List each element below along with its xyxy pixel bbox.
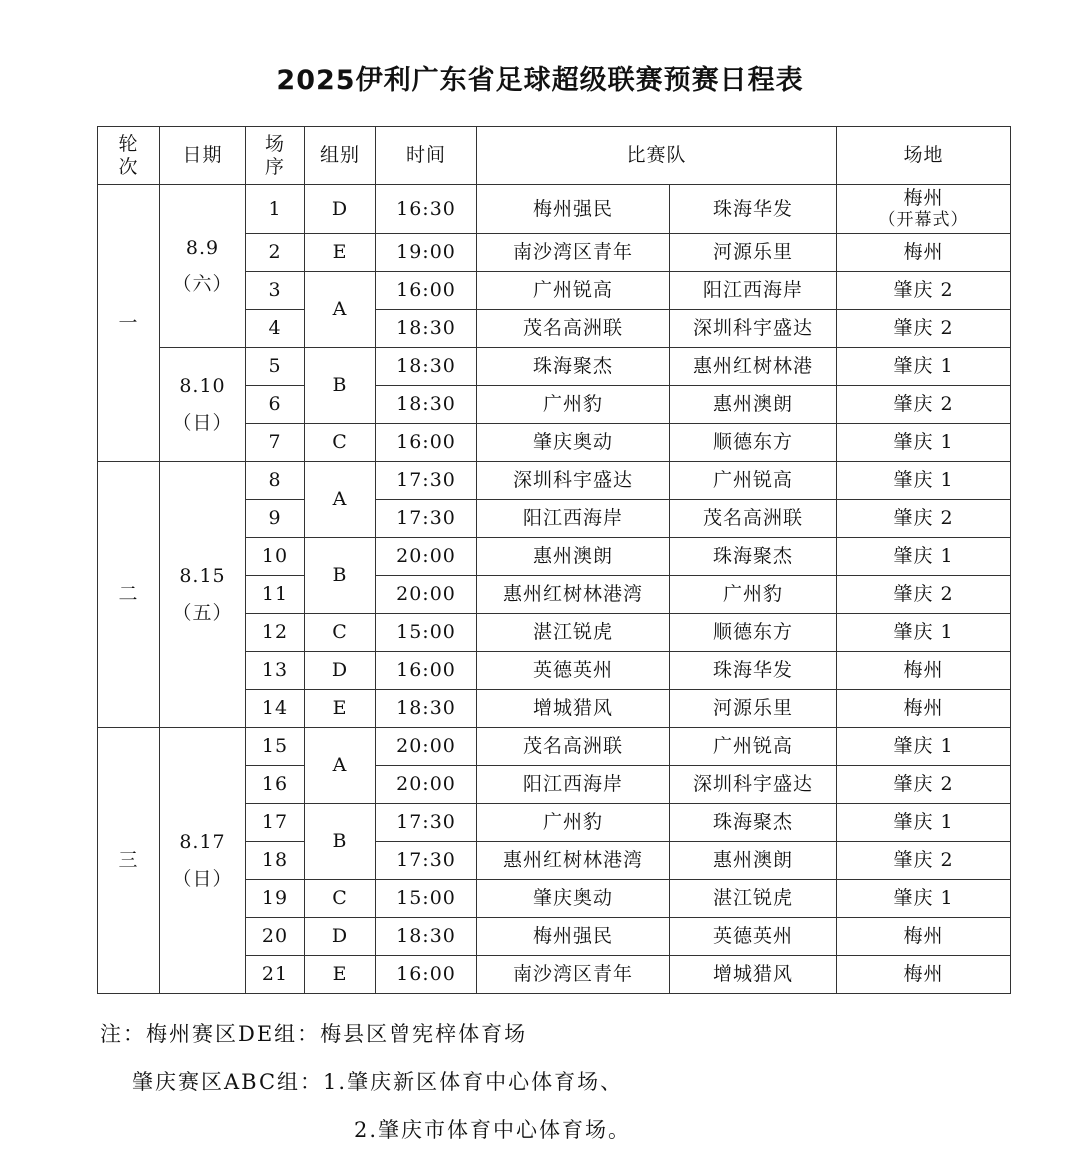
match-number: 18 [246, 842, 305, 880]
group-cell: E [305, 234, 376, 272]
match-number: 4 [246, 310, 305, 348]
time-cell: 16:00 [376, 652, 477, 690]
match-number: 16 [246, 766, 305, 804]
home-team: 南沙湾区青年 [477, 234, 670, 272]
venue-cell: 肇庆 2 [837, 500, 1011, 538]
note-line: 肇庆赛区ABC组：1.肇庆新区体育中心体育场、 [132, 1070, 624, 1094]
group-cell: B [305, 348, 376, 424]
table-row [98, 185, 1011, 234]
venue-cell: 肇庆 1 [837, 880, 1011, 918]
venue-cell: 肇庆 1 [837, 614, 1011, 652]
venue-cell: 肇庆 2 [837, 272, 1011, 310]
venue-cell: 肇庆 1 [837, 462, 1011, 500]
time-cell: 18:30 [376, 348, 477, 386]
opening-ceremony-note: （开幕式） [878, 210, 969, 231]
venue-cell: 梅州 [837, 918, 1011, 956]
match-number: 5 [246, 348, 305, 386]
round-cell: 一 [98, 185, 160, 462]
home-team: 阳江西海岸 [477, 766, 670, 804]
match-number: 1 [246, 185, 305, 234]
time-cell: 15:00 [376, 614, 477, 652]
home-team: 惠州红树林港湾 [477, 576, 670, 614]
time-cell: 20:00 [376, 576, 477, 614]
home-team: 深圳科宇盛达 [477, 462, 670, 500]
time-cell: 18:30 [376, 310, 477, 348]
match-number: 9 [246, 500, 305, 538]
venue-cell: 肇庆 1 [837, 538, 1011, 576]
away-team: 珠海华发 [670, 185, 837, 234]
header-round: 轮 次 [98, 127, 160, 185]
match-number: 7 [246, 424, 305, 462]
group-cell: B [305, 538, 376, 614]
away-team: 河源乐里 [670, 690, 837, 728]
group-cell: C [305, 614, 376, 652]
time-cell: 16:00 [376, 424, 477, 462]
group-cell: D [305, 652, 376, 690]
group-cell: C [305, 880, 376, 918]
venue-cell: 梅州 （开幕式） [837, 185, 1011, 234]
venue-cell: 肇庆 1 [837, 348, 1011, 386]
match-number: 21 [246, 956, 305, 994]
home-team: 湛江锐虎 [477, 614, 670, 652]
match-number: 6 [246, 386, 305, 424]
home-team: 惠州澳朗 [477, 538, 670, 576]
header-match-number: 场 序 [246, 127, 305, 185]
venue-cell: 梅州 [837, 234, 1011, 272]
home-team: 英德英州 [477, 652, 670, 690]
time-cell: 18:30 [376, 918, 477, 956]
away-team: 增城猎风 [670, 956, 837, 994]
header-group: 组别 [305, 127, 376, 185]
group-cell: B [305, 804, 376, 880]
group-cell: E [305, 956, 376, 994]
match-number: 13 [246, 652, 305, 690]
home-team: 增城猎风 [477, 690, 670, 728]
time-cell: 16:00 [376, 956, 477, 994]
home-team: 南沙湾区青年 [477, 956, 670, 994]
group-cell: A [305, 728, 376, 804]
match-number: 14 [246, 690, 305, 728]
away-team: 惠州澳朗 [670, 842, 837, 880]
match-number: 2 [246, 234, 305, 272]
time-cell: 20:00 [376, 766, 477, 804]
round-cell: 二 [98, 462, 160, 728]
venue-cell: 肇庆 1 [837, 804, 1011, 842]
away-team: 惠州红树林港 [670, 348, 837, 386]
away-team: 珠海聚杰 [670, 538, 837, 576]
header-date: 日期 [160, 127, 246, 185]
time-cell: 20:00 [376, 728, 477, 766]
header-teams: 比赛队 [477, 127, 837, 185]
away-team: 惠州澳朗 [670, 386, 837, 424]
away-team: 深圳科宇盛达 [670, 766, 837, 804]
time-cell: 17:30 [376, 462, 477, 500]
group-cell: A [305, 272, 376, 348]
venue-cell: 梅州 [837, 956, 1011, 994]
away-team: 湛江锐虎 [670, 880, 837, 918]
group-cell: D [305, 185, 376, 234]
away-team: 广州锐高 [670, 462, 837, 500]
away-team: 河源乐里 [670, 234, 837, 272]
time-cell: 16:30 [376, 185, 477, 234]
home-team: 梅州强民 [477, 918, 670, 956]
away-team: 广州锐高 [670, 728, 837, 766]
home-team: 广州豹 [477, 386, 670, 424]
match-number: 20 [246, 918, 305, 956]
header-row [98, 127, 1011, 185]
venue-cell: 梅州 [837, 690, 1011, 728]
match-number: 11 [246, 576, 305, 614]
schedule-table [97, 126, 1011, 994]
away-team: 顺德东方 [670, 424, 837, 462]
time-cell: 17:30 [376, 500, 477, 538]
venue-cell: 肇庆 2 [837, 766, 1011, 804]
match-number: 3 [246, 272, 305, 310]
match-number: 12 [246, 614, 305, 652]
venue-cell: 肇庆 2 [837, 386, 1011, 424]
time-cell: 17:30 [376, 842, 477, 880]
home-team: 广州豹 [477, 804, 670, 842]
home-team: 肇庆奥动 [477, 424, 670, 462]
home-team: 惠州红树林港湾 [477, 842, 670, 880]
away-team: 英德英州 [670, 918, 837, 956]
table-row [98, 348, 1011, 386]
home-team: 梅州强民 [477, 185, 670, 234]
home-team: 肇庆奥动 [477, 880, 670, 918]
away-team: 顺德东方 [670, 614, 837, 652]
time-cell: 15:00 [376, 880, 477, 918]
home-team: 阳江西海岸 [477, 500, 670, 538]
group-cell: D [305, 918, 376, 956]
note-line: 2.肇庆市体育中心体育场。 [354, 1118, 632, 1142]
match-number: 17 [246, 804, 305, 842]
time-cell: 19:00 [376, 234, 477, 272]
time-cell: 16:00 [376, 272, 477, 310]
away-team: 珠海聚杰 [670, 804, 837, 842]
time-cell: 18:30 [376, 690, 477, 728]
group-cell: E [305, 690, 376, 728]
venue-cell: 肇庆 2 [837, 310, 1011, 348]
match-number: 15 [246, 728, 305, 766]
venue-cell: 梅州 [837, 652, 1011, 690]
away-team: 珠海华发 [670, 652, 837, 690]
match-number: 19 [246, 880, 305, 918]
date-cell: 8.15 （五） [160, 462, 246, 728]
note-line: 注：梅州赛区DE组：梅县区曾宪梓体育场 [100, 1022, 528, 1046]
match-number: 8 [246, 462, 305, 500]
time-cell: 17:30 [376, 804, 477, 842]
venue-cell: 肇庆 2 [837, 842, 1011, 880]
page-title: 2025伊利广东省足球超级联赛预赛日程表 [276, 65, 804, 96]
venue-cell: 肇庆 1 [837, 424, 1011, 462]
table-row [98, 462, 1011, 500]
table-row [98, 728, 1011, 766]
away-team: 广州豹 [670, 576, 837, 614]
home-team: 茂名高洲联 [477, 728, 670, 766]
date-cell: 8.10 （日） [160, 348, 246, 462]
away-team: 阳江西海岸 [670, 272, 837, 310]
venue-cell: 肇庆 1 [837, 728, 1011, 766]
home-team: 珠海聚杰 [477, 348, 670, 386]
header-venue: 场地 [837, 127, 1011, 185]
match-number: 10 [246, 538, 305, 576]
date-cell: 8.17 （日） [160, 728, 246, 994]
date-cell: 8.9 （六） [160, 185, 246, 348]
round-cell: 三 [98, 728, 160, 994]
home-team: 广州锐高 [477, 272, 670, 310]
group-cell: A [305, 462, 376, 538]
group-cell: C [305, 424, 376, 462]
home-team: 茂名高洲联 [477, 310, 670, 348]
time-cell: 18:30 [376, 386, 477, 424]
away-team: 深圳科宇盛达 [670, 310, 837, 348]
venue-cell: 肇庆 2 [837, 576, 1011, 614]
away-team: 茂名高洲联 [670, 500, 837, 538]
header-time: 时间 [376, 127, 477, 185]
time-cell: 20:00 [376, 538, 477, 576]
